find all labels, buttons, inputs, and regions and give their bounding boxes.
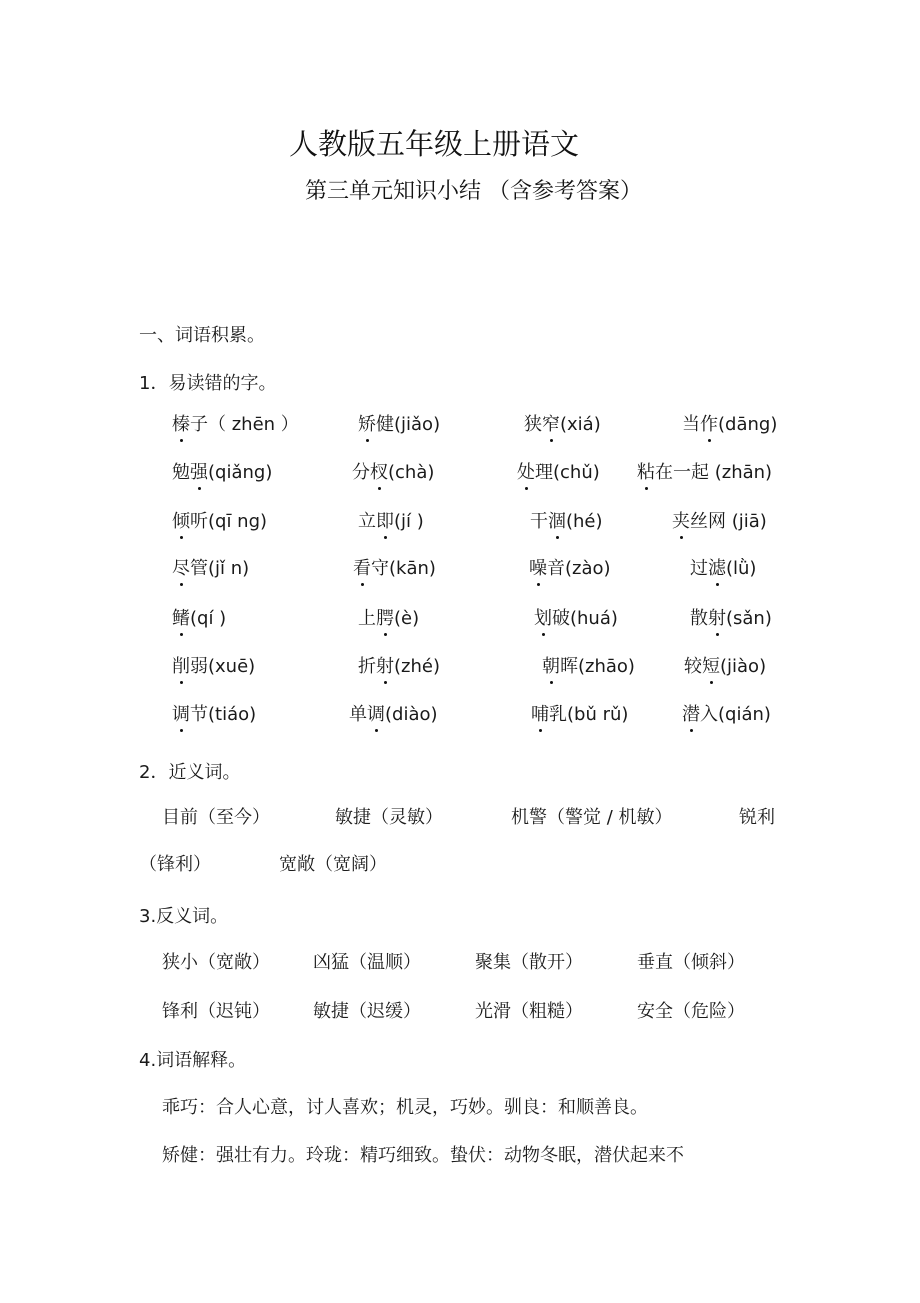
word-suffix-with-pinyin: 在一起 (zhān) [655,462,773,483]
emphasized-character: 矫 [358,410,376,436]
word-suffix-with-pinyin: 守(kān) [371,558,436,579]
q4-heading: 4.词语解释。 [139,1050,247,1071]
pronunciation-word [682,410,777,436]
pronunciation-word [172,458,272,484]
pronunciation-word [682,700,771,726]
antonym-item: 聚集（散开） [475,952,583,973]
definition-line: 矫健：强壮有力。玲珑：精巧细致。蛰伏：动物冬眠，潜伏起来不 [162,1145,684,1166]
emphasized-character: 调 [172,700,190,726]
word-suffix-with-pinyin: (hé) [566,511,603,532]
pronunciation-word [358,507,424,533]
word-suffix-with-pinyin: (lǜ) [726,558,757,579]
word-suffix-with-pinyin: 音(zào) [547,558,611,579]
synonym-item: 机警（警觉 / 机敏） [511,807,673,828]
definition-line: 乖巧：合人心意，讨人喜欢；机灵，巧妙。驯良：和顺善良。 [162,1097,648,1118]
emphasized-character: 杈 [370,458,388,484]
word-suffix-with-pinyin: 理(chǔ) [535,462,600,483]
pronunciation-word [534,604,618,630]
emphasized-character: 噪 [529,554,547,580]
emphasized-character: 看 [353,554,371,580]
synonym-item: 目前（至今） [162,807,270,828]
word-suffix-with-pinyin: 丝网 (jiā) [690,511,767,532]
word-suffix-with-pinyin: (jí ) [394,511,424,532]
word-suffix-with-pinyin: 入(qián) [700,704,771,725]
pronunciation-word [172,410,299,436]
pronunciation-word [637,458,772,484]
pronunciation-word [542,652,635,678]
word-prefix: 勉 [172,462,190,483]
pronunciation-word [172,507,267,533]
emphasized-character: 强 [190,458,208,484]
emphasized-character: 涸 [548,507,566,533]
word-prefix: 分 [352,462,370,483]
pronunciation-word [529,554,611,580]
antonym-item: 垂直（倾斜） [637,952,745,973]
pronunciation-word [352,458,434,484]
document-subtitle: 第三单元知识小结 （含参考答案） [305,179,642,204]
word-suffix-with-pinyin: (zhé) [394,656,440,677]
emphasized-character: 短 [702,652,720,678]
emphasized-character: 射 [708,604,726,630]
word-prefix: 干 [530,511,548,532]
section-heading: 一、词语积累。 [139,325,265,346]
emphasized-character: 哺 [531,700,549,726]
synonym-item: 宽敞（宽阔） [279,854,387,875]
word-suffix-with-pinyin: 节(tiáo) [190,704,257,725]
word-suffix-with-pinyin: 管(jǐ n) [190,558,250,579]
emphasized-character: 朝 [542,652,560,678]
pronunciation-word [530,507,603,533]
emphasized-character: 调 [367,700,385,726]
pronunciation-word [358,410,440,436]
synonym-item: （锋利） [139,854,211,875]
word-prefix: 过 [690,558,708,579]
word-prefix: 折 [358,656,376,677]
word-suffix-with-pinyin: (sǎn) [726,608,772,629]
emphasized-character: 窄 [542,410,560,436]
pronunciation-word [172,554,249,580]
emphasized-character: 鳍 [172,604,190,630]
emphasized-character: 射 [376,652,394,678]
emphasized-character: 划 [534,604,552,630]
word-prefix: 狭 [524,414,542,435]
pronunciation-word [690,554,756,580]
word-suffix-with-pinyin: 破(huá) [552,608,618,629]
emphasized-character: 滤 [708,554,726,580]
word-suffix-with-pinyin: 子（ zhēn ） [190,414,299,435]
word-suffix-with-pinyin: (jiào) [720,656,767,677]
word-suffix-with-pinyin: 健(jiǎo) [376,414,441,435]
antonym-item: 锋利（迟钝） [162,1001,270,1022]
word-suffix-with-pinyin: 晖(zhāo) [560,656,635,677]
pronunciation-word [672,507,767,533]
antonym-item: 狭小（宽敞） [162,952,270,973]
pronunciation-word [172,604,226,630]
pronunciation-word [531,700,628,726]
word-suffix-with-pinyin: (xiá) [560,414,601,435]
word-suffix-with-pinyin: 听(qī ng) [190,511,268,532]
antonym-item: 光滑（粗糙） [475,1001,583,1022]
synonym-item: 敏捷（灵敏） [335,807,443,828]
word-suffix-with-pinyin: (chà) [388,462,435,483]
emphasized-character: 即 [376,507,394,533]
word-suffix-with-pinyin: (dāng) [718,414,778,435]
emphasized-character: 处 [517,458,535,484]
pronunciation-word [172,700,256,726]
word-prefix: 上 [358,608,376,629]
word-prefix: 立 [358,511,376,532]
word-suffix-with-pinyin: (diào) [385,704,438,725]
emphasized-character: 尽 [172,554,190,580]
word-suffix-with-pinyin: (qí ) [190,608,227,629]
emphasized-character: 作 [700,410,718,436]
word-prefix: 散 [690,608,708,629]
word-suffix-with-pinyin: (qiǎng) [208,462,273,483]
pronunciation-word [358,652,440,678]
antonym-item: 安全（危险） [637,1001,745,1022]
q3-heading: 3.反义词。 [139,906,229,927]
emphasized-character: 夹 [672,507,690,533]
word-suffix-with-pinyin: 弱(xuē) [190,656,256,677]
pronunciation-word [517,458,600,484]
word-suffix-with-pinyin: 乳(bǔ rǔ) [549,704,629,725]
pronunciation-word [353,554,436,580]
antonym-item: 敏捷（迟缓） [313,1001,421,1022]
pronunciation-word [690,604,772,630]
pronunciation-word [349,700,438,726]
emphasized-character: 潜 [682,700,700,726]
emphasized-character: 腭 [376,604,394,630]
emphasized-character: 削 [172,652,190,678]
antonym-item: 凶猛（温顺） [313,952,421,973]
pronunciation-word [172,652,255,678]
word-suffix-with-pinyin: (è) [394,608,420,629]
synonym-item: 锐利 [739,807,775,828]
word-prefix: 单 [349,704,367,725]
word-prefix: 较 [684,656,702,677]
q1-heading: 1．易读错的字。 [139,373,277,394]
word-prefix: 当 [682,414,700,435]
q2-heading: 2．近义词。 [139,762,241,783]
emphasized-character: 倾 [172,507,190,533]
pronunciation-word [684,652,766,678]
emphasized-character: 榛 [172,410,190,436]
emphasized-character: 粘 [637,458,655,484]
document-title: 人教版五年级上册语文 [289,127,580,161]
pronunciation-word [524,410,601,436]
pronunciation-word [358,604,419,630]
